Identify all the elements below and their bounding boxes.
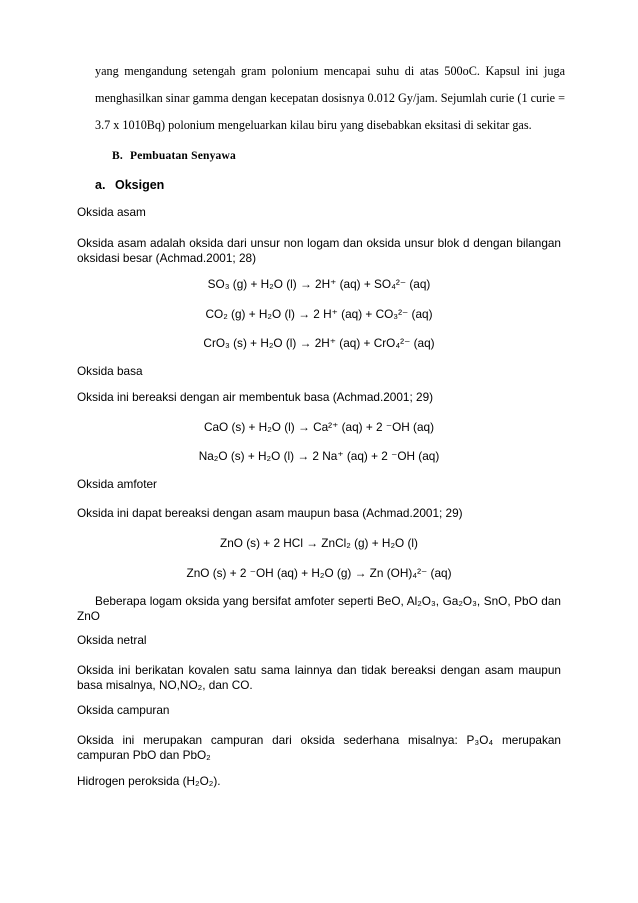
equation-cao: CaO (s) + H₂O (l) → Ca²⁺ (aq) + 2 ⁻OH (aq) <box>203 420 435 434</box>
oksida-campuran-heading: Oksida campuran <box>77 703 170 717</box>
oksida-amfoter-heading: Oksida amfoter <box>77 477 157 491</box>
section-heading <box>112 150 236 162</box>
intro-paragraph <box>95 58 565 139</box>
section-title: Pembuatan Senyawa <box>130 150 236 162</box>
equation-zno-oh: ZnO (s) + 2 ⁻OH (aq) + H₂O (g) → Zn (OH)₄²⁻ (aq) <box>186 566 452 580</box>
oksida-amfoter-text: Oksida ini dapat bereaksi dengan asam maupun basa (Achmad.2001; 29) <box>77 506 463 520</box>
oksida-basa-heading: Oksida basa <box>77 364 143 378</box>
oksida-netral-text: Oksida ini berikatan kovalen satu sama lainnya dan tidak bereaksi dengan asam maupun basa misalnya, NO,NO₂, dan CO. <box>77 663 561 692</box>
equation-so3: SO₃ (g) + H₂O (l) → 2H⁺ (aq) + SO₄²⁻ (aq) <box>207 277 431 291</box>
subsection-number: a. <box>95 178 106 192</box>
subsection-title: Oksigen <box>115 178 165 192</box>
intro-line-3: 3.7 x 1010Bq) polonium mengeluarkan kilau biru yang disebabkan eksitasi di sekitar gas. <box>95 118 532 132</box>
hidrogen-peroksida-heading: Hidrogen peroksida (H₂O₂). <box>77 774 221 788</box>
equation-co2: CO₂ (g) + H₂O (l) → 2 H⁺ (aq) + CO₃²⁻ (aq) <box>205 307 433 321</box>
oksida-amfoter-note: Beberapa logam oksida yang bersifat amfoter seperti BeO, Al₂O₃, Ga₂O₃, SnO, PbO dan ZnO <box>77 594 561 623</box>
section-number: B. <box>112 150 123 162</box>
equation-zno-hcl: ZnO (s) + 2 HCl → ZnCl₂ (g) + H₂O (l) <box>220 536 418 550</box>
oksida-asam-text: Oksida asam adalah oksida dari unsur non logam dan oksida unsur blok d dengan bilangan oksidasi besar (Achmad.2001; 28) <box>77 236 561 265</box>
subsection-heading <box>95 178 164 192</box>
oksida-campuran-text: Oksida ini merupakan campuran dari oksida sederhana misalnya: P₃O₄ merupakan campuran PbO dan PbO₂ <box>77 733 561 762</box>
oksida-asam-heading: Oksida asam <box>77 205 146 219</box>
intro-line-2: menghasilkan sinar gamma dengan kecepatan dosisnya 0.012 Gy/jam. Sejumlah curie (1 curie = <box>95 91 565 105</box>
equation-cro3: CrO₃ (s) + H₂O (l) → 2H⁺ (aq) + CrO₄²⁻ (aq) <box>203 336 435 350</box>
oksida-basa-text: Oksida ini bereaksi dengan air membentuk basa (Achmad.2001; 29) <box>77 390 434 404</box>
intro-line-1: yang mengandung setengah gram polonium mencapai suhu di atas 500oC. Kapsul ini juga <box>95 64 565 78</box>
equation-na2o: Na₂O (s) + H₂O (l) → 2 Na⁺ (aq) + 2 ⁻OH (aq) <box>198 449 440 463</box>
oksida-netral-heading: Oksida netral <box>77 633 147 647</box>
